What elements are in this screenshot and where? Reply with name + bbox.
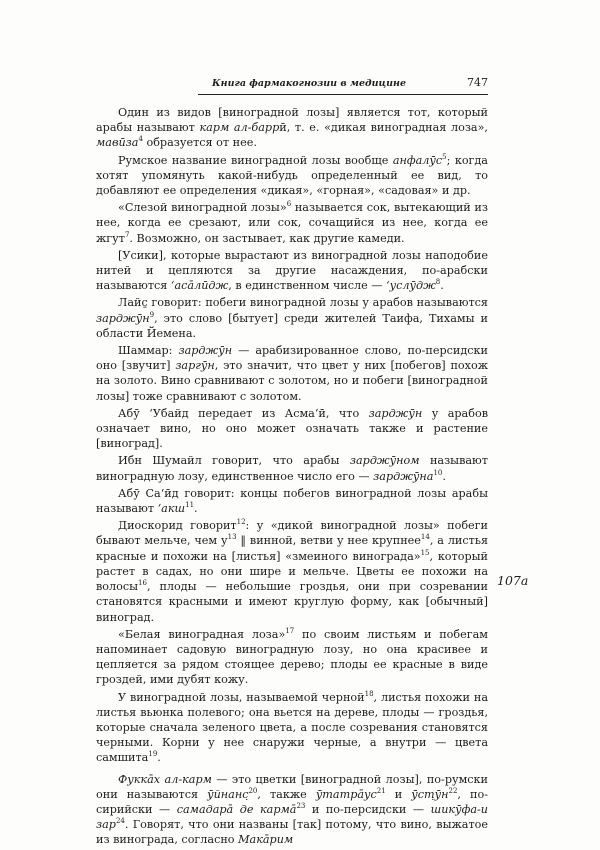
- paragraph: Один из видов [виноградной лозы] является тот, который арабы называют карм ал-баррӣ, т. е. «дикая виноградная лоза», мавӣза$^4$ образуется от нее.: [96, 106, 488, 150]
- paragraph: «Слезой виноградной лозы»$^6$ называется сок, вытекающий из нее, когда ее срезают, или сок, сочащийся из нее, когда ее жгут$^7$. Возможно, он застывает, как другие камеди.: [96, 200, 488, 245]
- paragraph: Ибн Шумайл говорит, что арабы зарджӯном называют виноградную лозу, единственное число его — зарджӯна$^{10}$.: [96, 454, 488, 483]
- running-header: [198, 76, 488, 95]
- paragraph: У виноградной лозы, называемой черной$^{18}$, листья похожи на листья вьюнка полевого; она вьется на дереве, плоды — гроздья, которые сначала зеленого цвета, а после созревания становятся черными. Корни у нее снаружи черные, а внутри — цвета самшита$^{19}$.: [96, 689, 488, 765]
- body-text: [96, 105, 488, 850]
- paragraph: Румское название виноградной лозы вообще анфалӯс$^5$; когда хотят упомянуть какой-нибудь определенный ее вид, то добавляют ее определения «дикая», «горная», «садовая» и др.: [96, 152, 488, 198]
- paragraph: Лайс̱ говорит: побеги виноградной лозы у арабов называются зарджӯн$^9$, это слово [бытует] среди жителей Таифа, Тихамы и области Йемена.: [96, 296, 488, 340]
- paragraph: Абӯ ʻУбайд передает из Асмаʻӣ, что зарджӯн у арабов означает вино, но оно может означать также и растение [виноград].: [96, 406, 488, 451]
- running-title: Книга фармакогнозии в медицине: [212, 78, 407, 89]
- paragraph: [Усики], которые вырастают из виноградной лозы наподобие нитей и цепляются за другие насаждения, по-арабски называются ʻасāлӣдж, в единственном числе — ʻуслӯдж$^8$.: [96, 248, 488, 293]
- page-number: 747: [467, 76, 488, 89]
- margin-folio-note: 107a: [497, 573, 529, 588]
- paragraph: «Белая виноградная лоза»$^{17}$ по своим листьям и побегам напоминает садовую виноградную лозу, но она красивее и цепляется за рядом стоящее дерево; плоды ее красные в виде гроздей, ими дубят кожу.: [96, 626, 488, 687]
- paragraph: Абӯ Саʻӣд говорит: концы побегов виноградной лозы арабы называют ʻакш$^{11}$.: [96, 486, 488, 516]
- paragraph: Шаммар: зарджӯн — арабизированное слово, по-персидски оно [звучит] заргӯн, это значит, что цвет у них [побегов] похож на золото. Вино сравнивают с золотом, но и побеги [виноградной лозы] тоже сравнивают с золотом.: [96, 344, 489, 403]
- paragraph: Фуккāх ал-карм — это цветки [виноградной лозы], по-румски они называются ӯйнанс̣$^{20}$, также ӯтатрāус$^{21}$ и $ӯст̣ӯн^{22}$, по-сирийски — самадарā де кармā$^{23}$ и по-персидски — шикӯфа-и зар$^{24}$. Говорят, что они названы [так] потому, что вино, выжатое из винограда, согласно Макāрим: [96, 772, 489, 847]
- paragraph: Диоскорид говорит$^{12}$: у «дикой виноградной лозы» побеги бывают мельче, чем $у^{13}$ ‖ винной, ветви у нее крупнее$^{14}$, а листья красные и похожи на [листья] «змеиного винограда»$^{15}$, который растет в садах, но они шире и мельче. Цветы ее похожи на волосы$^{16}$, плоды — небольшие гроздья, они при созревании становятся красными и имеют круглую форму, как [обычный] виноград.: [96, 518, 488, 624]
